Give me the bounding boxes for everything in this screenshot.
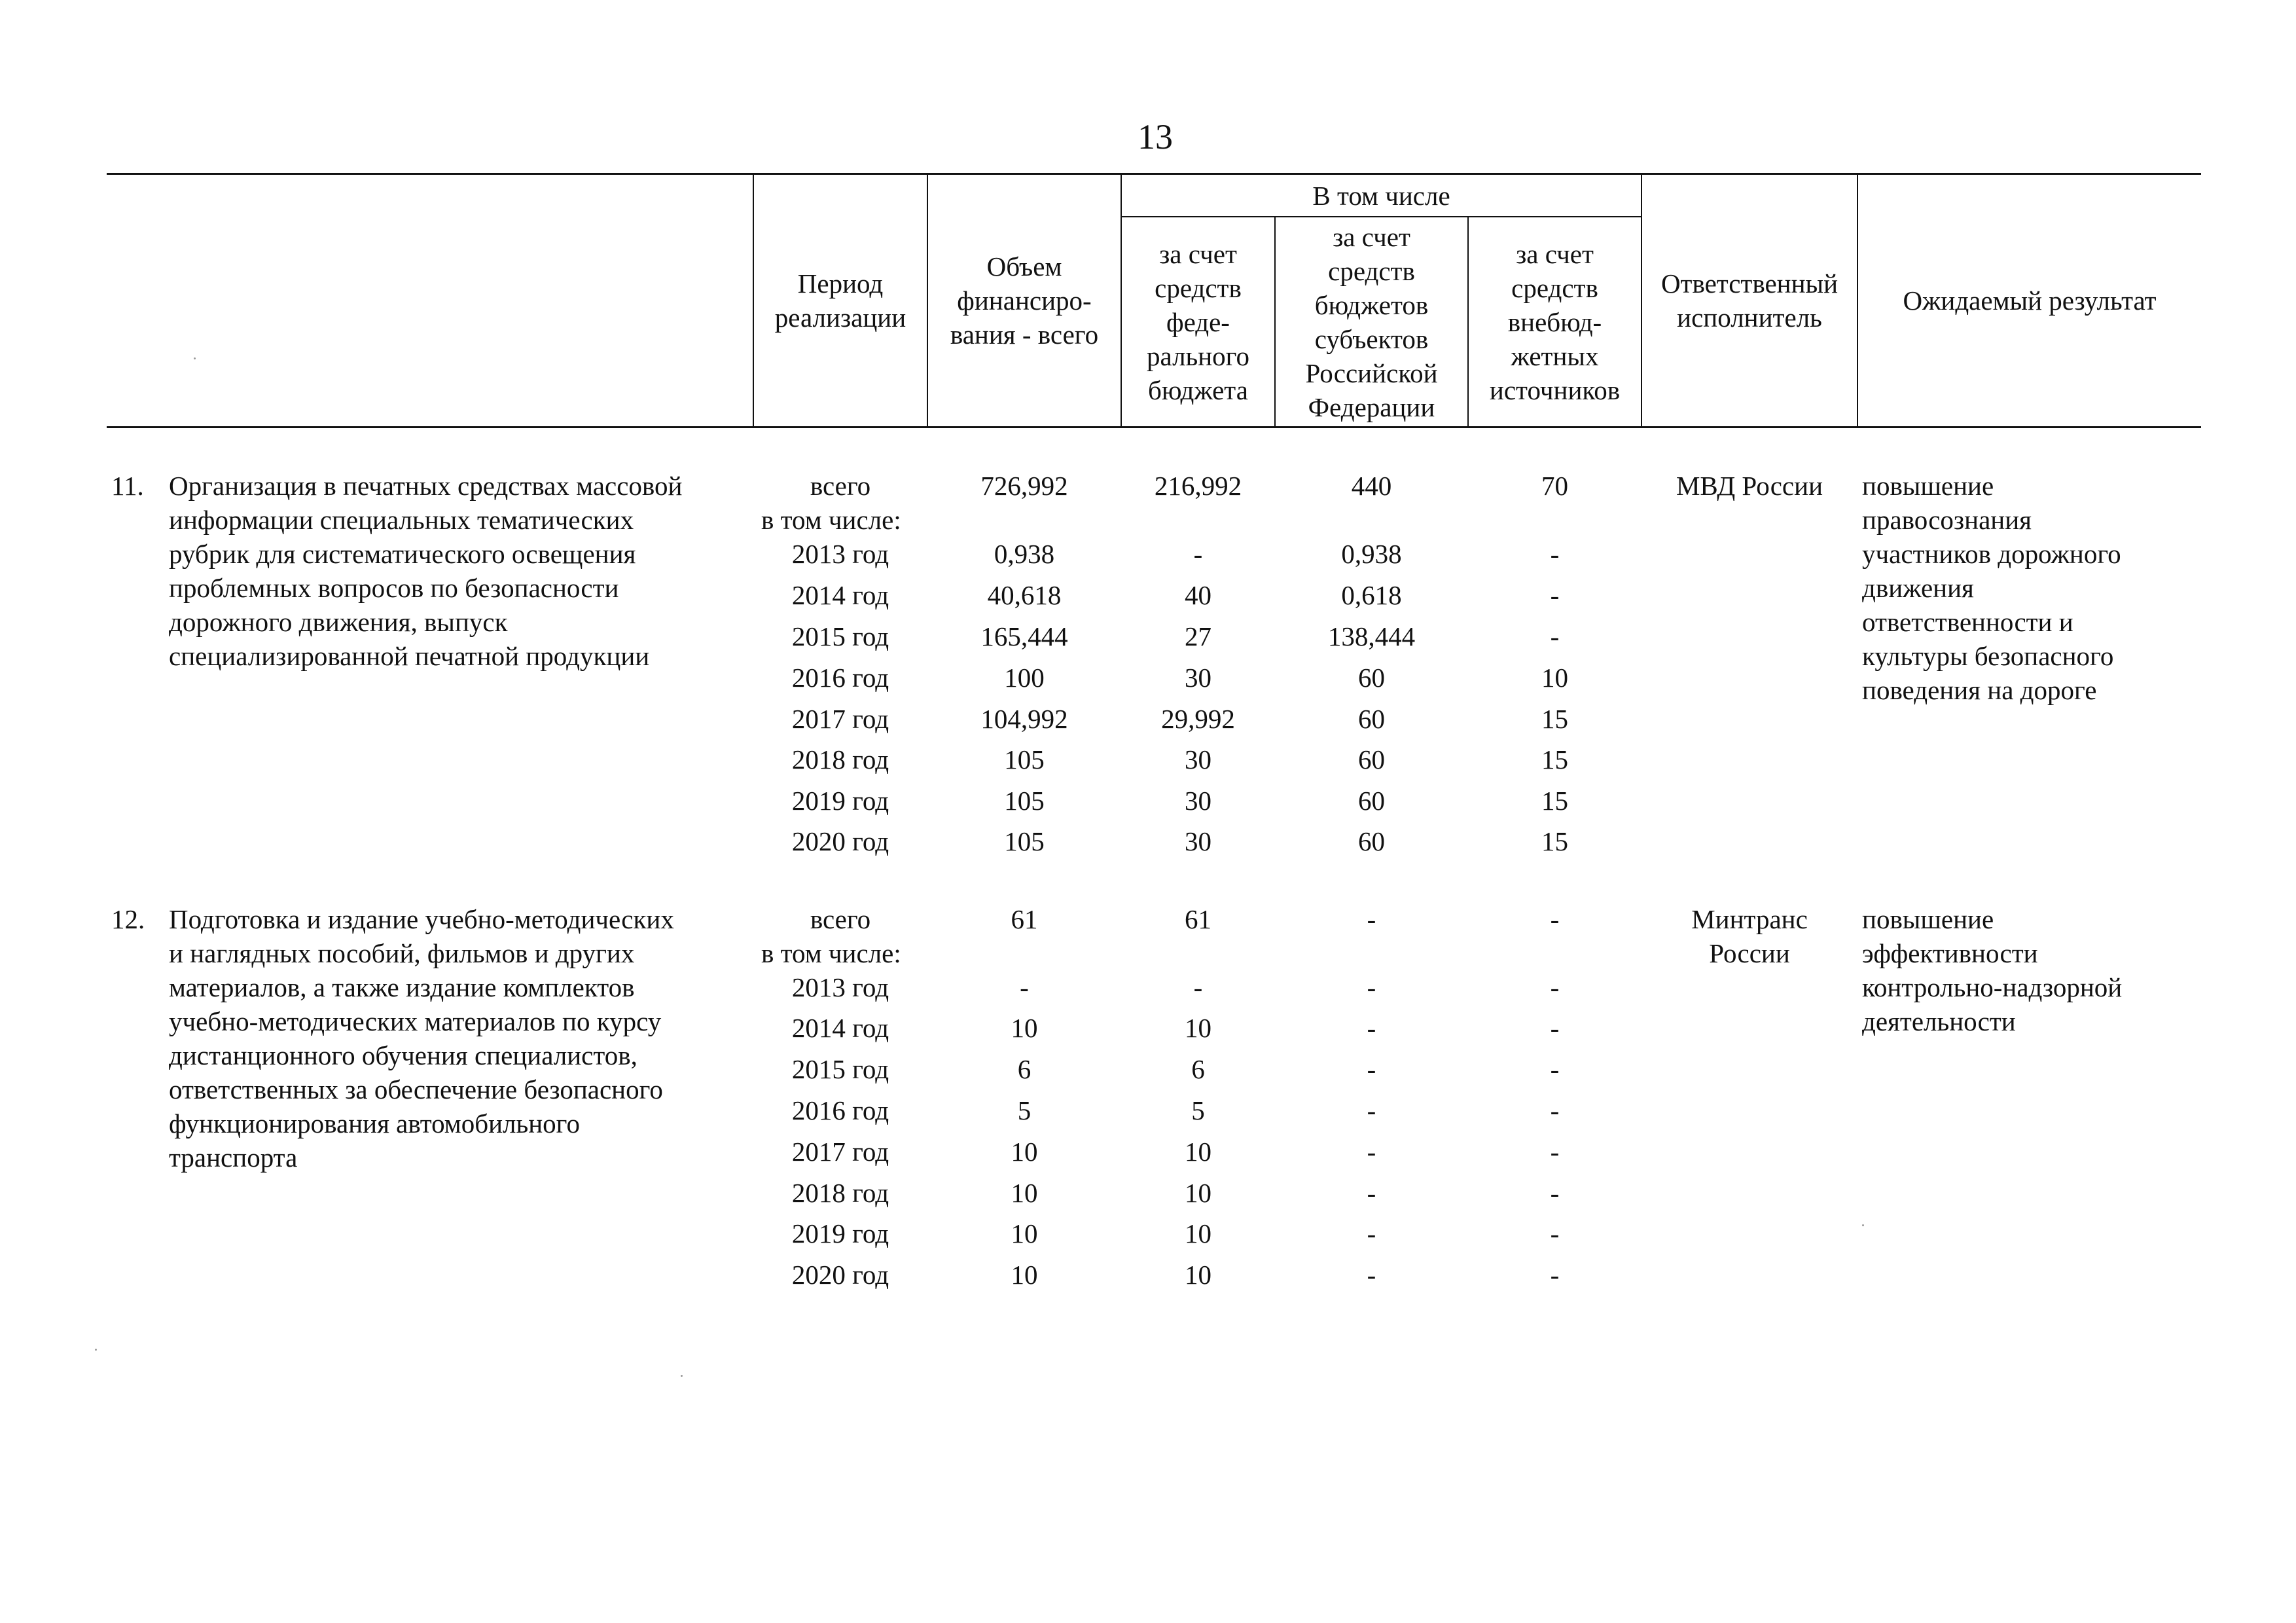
year-volume: 10 [1011,1260,1038,1290]
year-period: 2014 год [791,1013,889,1043]
period-total-label: всего [810,904,871,934]
page-number: 13 [1138,117,1173,156]
total-volume: 726,992 [980,471,1068,501]
year-extrabudget: - [1550,1137,1560,1167]
total-extrabudget: 70 [1541,471,1568,501]
year-federal: 30 [1185,663,1211,693]
year-volume: 5 [1017,1095,1031,1125]
year-federal: 10 [1185,1260,1211,1290]
year-regional: - [1367,1178,1376,1208]
year-period: 2013 год [791,539,889,569]
year-federal: 30 [1185,826,1211,856]
header-total-volume: Объем финансиро- вания - всего [950,251,1099,350]
year-period: 2015 год [791,621,889,651]
period-total-label: всего [810,471,871,501]
year-volume: 104,992 [980,704,1068,734]
year-regional: - [1367,1137,1376,1167]
header-including: В том числе [1312,180,1450,211]
year-period: 2020 год [791,1260,889,1290]
scan-speck [1862,1224,1864,1226]
year-volume: - [1020,972,1029,1002]
year-volume: 10 [1011,1218,1038,1249]
year-period: 2018 год [791,744,889,775]
year-federal: 29,992 [1161,704,1235,734]
header-result: Ожидаемый результат [1903,285,2157,316]
year-period: 2014 год [791,580,889,610]
item-number: 12. [111,904,145,934]
header-regional: за счет средств бюджетов субъектов Российской Федерации [1305,221,1438,422]
year-federal: 10 [1185,1013,1211,1043]
year-extrabudget: 15 [1541,826,1568,856]
total-regional: - [1367,904,1376,934]
year-volume: 0,938 [994,539,1055,569]
year-federal: 30 [1185,744,1211,775]
header-period: Период реализации [774,268,906,333]
header-federal: за счет средств феде- рального бюджета [1147,238,1249,405]
year-regional: 60 [1358,826,1385,856]
item-description: Организация в печатных средствах массовой информации специальных тематических рубрик для систематического освещения проблемных вопросов по безопасности дорожного движения, выпуск специализированной печатной продукции [169,471,683,671]
year-period: 2016 год [791,1095,889,1125]
table-header-bottom-rule [107,426,2201,428]
scan-speck [194,357,196,359]
year-period: 2015 год [791,1054,889,1084]
item-description: Подготовка и издание учебно-методических и наглядных пособий, фильмов и других материалов, а также издание комплектов учебно-методических материалов по курсу дистанционного обучения специалистов, ответственных за обеспечение безопасного функционирования автомобильного транспорта [169,904,674,1173]
year-regional: - [1367,1095,1376,1125]
year-extrabudget: - [1550,539,1560,569]
year-federal: 40 [1185,580,1211,610]
year-volume: 40,618 [987,580,1062,610]
year-federal: 30 [1185,786,1211,816]
header-extrabudget: за счет средств внебюд- жетных источников [1489,238,1621,405]
year-regional: - [1367,1013,1376,1043]
year-period: 2016 год [791,663,889,693]
year-extrabudget: - [1550,1218,1560,1249]
year-regional: - [1367,1054,1376,1084]
year-volume: 105 [1004,826,1045,856]
year-extrabudget: 15 [1541,786,1568,816]
year-volume: 10 [1011,1178,1038,1208]
year-extrabudget: - [1550,621,1560,651]
year-extrabudget: - [1550,1095,1560,1125]
year-federal: - [1193,972,1203,1002]
year-period: 2020 год [791,826,889,856]
year-period: 2017 год [791,704,889,734]
executor: МВД России [1676,471,1823,501]
year-extrabudget: - [1550,1260,1560,1290]
year-volume: 10 [1011,1013,1038,1043]
total-federal: 216,992 [1154,471,1242,501]
year-regional: 138,444 [1327,621,1416,651]
year-extrabudget: 15 [1541,744,1568,775]
year-extrabudget: - [1550,1013,1560,1043]
executor: Минтранс России [1691,904,1808,968]
total-federal: 61 [1185,904,1211,934]
year-regional: - [1367,1260,1376,1290]
year-extrabudget: 10 [1541,663,1568,693]
year-federal: 5 [1191,1095,1205,1125]
year-volume: 6 [1017,1054,1031,1084]
period-including-label: в том числе: [761,505,901,535]
year-volume: 165,444 [980,621,1068,651]
total-regional: 440 [1351,471,1392,501]
year-federal: - [1193,539,1203,569]
year-extrabudget: - [1550,1054,1560,1084]
year-period: 2017 год [791,1137,889,1167]
year-volume: 105 [1004,744,1045,775]
scan-speck [681,1375,683,1377]
year-regional: - [1367,972,1376,1002]
year-federal: 6 [1191,1054,1205,1084]
year-federal: 10 [1185,1137,1211,1167]
total-extrabudget: - [1550,904,1560,934]
year-federal: 27 [1185,621,1211,651]
year-regional: 0,618 [1341,580,1402,610]
year-volume: 10 [1011,1137,1038,1167]
year-extrabudget: - [1550,580,1560,610]
year-extrabudget: - [1550,972,1560,1002]
expected-result: повышение правосознания участников дорожного движения ответственности и культуры безопасного поведения на дороге [1862,471,2121,705]
year-period: 2019 год [791,1218,889,1249]
year-regional: 60 [1358,786,1385,816]
expected-result: повышение эффективности контрольно-надзорной деятельности [1862,904,2123,1036]
year-federal: 10 [1185,1218,1211,1249]
year-regional: 60 [1358,744,1385,775]
period-including-label: в том числе: [761,938,901,968]
year-regional: 0,938 [1341,539,1402,569]
year-volume: 105 [1004,786,1045,816]
scan-speck [95,1349,97,1351]
item-number: 11. [111,471,144,501]
year-extrabudget: 15 [1541,704,1568,734]
year-regional: - [1367,1218,1376,1249]
year-extrabudget: - [1550,1178,1560,1208]
total-volume: 61 [1011,904,1038,934]
year-regional: 60 [1358,704,1385,734]
year-period: 2018 год [791,1178,889,1208]
year-federal: 10 [1185,1178,1211,1208]
year-period: 2019 год [791,786,889,816]
year-regional: 60 [1358,663,1385,693]
header-executor: Ответственный исполнитель [1660,268,1839,333]
year-period: 2013 год [791,972,889,1002]
year-volume: 100 [1004,663,1045,693]
